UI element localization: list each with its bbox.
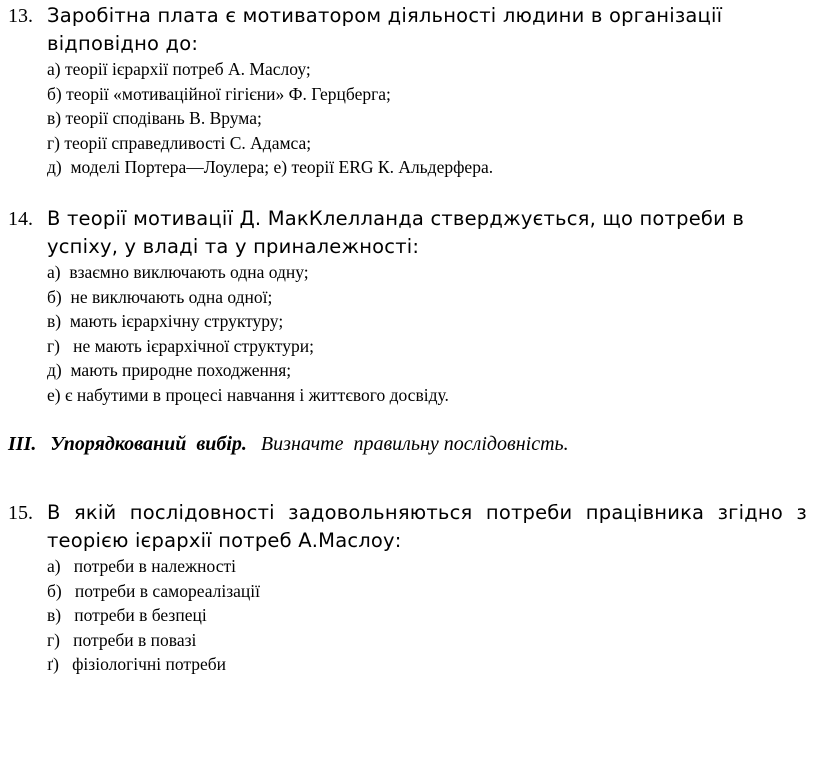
answer-option: г) не мають ієрархічної структури;: [47, 335, 314, 356]
answer-options: [47, 57, 807, 180]
answer-option: б) не виключають одна одної;: [47, 286, 273, 307]
question-text: [47, 205, 807, 261]
question-number: 15.: [8, 502, 33, 524]
answer-option: ґ) фізіологічні потреби: [47, 654, 227, 674]
section-title: Упорядкований вибір.: [50, 433, 247, 455]
answer-option: в) теорії сподівань В. Врума;: [47, 108, 262, 128]
question-number: 14.: [8, 208, 33, 230]
question-text-line: В якій послідовності задовольняються потреби працівника згідно з: [47, 501, 807, 524]
answer-option: а) взаємно виключають одна одну;: [47, 262, 309, 282]
answer-option: е) є набутими в процесі навчання і життєвого досвіду.: [47, 384, 449, 405]
answer-option: г) потреби в повазі: [47, 629, 197, 650]
answer-option: а) теорії ієрархії потреб А. Маслоу;: [47, 59, 311, 79]
answer-options: [47, 554, 807, 677]
question-text-line: Заробітна плата є мотиватором діяльності людини в організації: [47, 4, 723, 27]
answer-option: д) мають природне походження;: [47, 360, 292, 380]
question-text-line: В теорії мотивації Д. МакКлелланда стверджується, що потреби в: [47, 207, 745, 230]
answer-option: б) теорії «мотиваційної гігієни» Ф. Герцберга;: [47, 83, 391, 104]
question-text: [47, 2, 807, 58]
question-text: [47, 499, 807, 555]
section-instruction: Визначте правильну послідовність.: [260, 433, 569, 455]
section-numeral: ІІІ.: [8, 433, 37, 455]
answer-option: д) моделі Портера—Лоулера; е) теорії ERG К. Альдерфера.: [47, 157, 494, 177]
question-text-line: успіху, у владі та у приналежності:: [47, 235, 420, 258]
question-number: 13.: [8, 5, 33, 27]
question-text-line: теорією ієрархії потреб А.Маслоу:: [47, 529, 402, 552]
answer-option: в) мають ієрархічну структуру;: [47, 311, 284, 331]
answer-option: б) потреби в самореалізації: [47, 580, 260, 601]
answer-option: в) потреби в безпеці: [47, 605, 207, 625]
answer-options: [47, 260, 807, 407]
answer-option: а) потреби в належності: [47, 556, 236, 576]
section-heading: [8, 430, 569, 458]
question-text-line: відповідно до:: [47, 32, 199, 55]
answer-option: г) теорії справедливості С. Адамса;: [47, 132, 312, 153]
